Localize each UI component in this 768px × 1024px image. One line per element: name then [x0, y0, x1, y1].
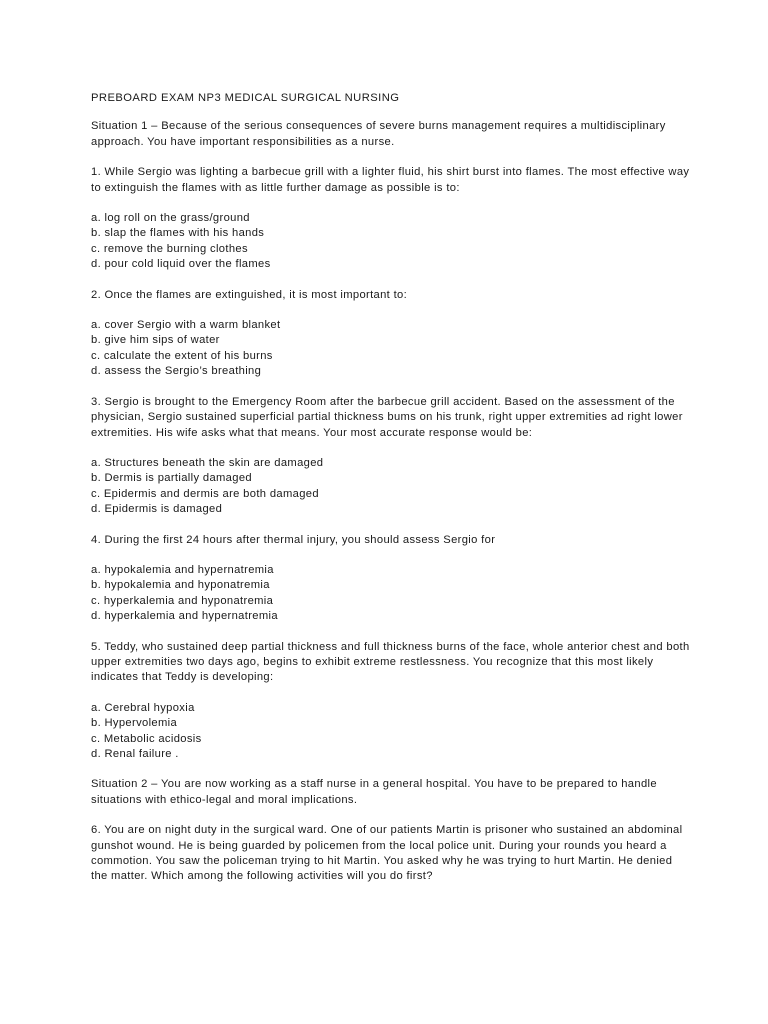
- question-5: [91, 640, 691, 763]
- option-c: c. calculate the extent of his burns: [91, 349, 273, 362]
- question-text: 2. Once the flames are extinguished, it is most important to:: [91, 288, 408, 301]
- question-text: 4. During the first 24 hours after thermal injury, you should assess Sergio for: [91, 533, 496, 546]
- answer-options: [91, 456, 691, 518]
- option-d: d. hyperkalemia and hypernatremia: [91, 610, 278, 623]
- option-b: b. hypokalemia and hyponatremia: [91, 579, 270, 592]
- answer-options: [91, 211, 691, 273]
- question-text: 3. Sergio is brought to the Emergency Room after the barbecue grill accident. Based on the assessment of the physician, Sergio sustained superficial partial thickness bums on his trunk, right upper extremities ad right lower extremities. His wife asks what that means. Your most accurate response would be:: [91, 395, 683, 439]
- document-title: PREBOARD EXAM NP3 MEDICAL SURGICAL NURSING: [91, 92, 400, 104]
- option-d: d. pour cold liquid over the flames: [91, 258, 271, 271]
- option-d: d. assess the Sergio’s breathing: [91, 365, 262, 378]
- question-text: 1. While Sergio was lighting a barbecue grill with a lighter fluid, his shirt burst into flames. The most effective way to extinguish the flames with as little further damage as possible is to:: [91, 166, 690, 194]
- option-b: b. give him sips of water: [91, 334, 220, 347]
- option-b: b. Hypervolemia: [91, 717, 178, 730]
- option-d: d. Renal failure .: [91, 748, 179, 760]
- option-a: a. Structures beneath the skin are damaged: [91, 456, 324, 469]
- option-c: c. remove the burning clothes: [91, 242, 248, 255]
- answer-options: [91, 318, 691, 380]
- question-1: [91, 165, 691, 272]
- option-c: c. Metabolic acidosis: [91, 732, 202, 745]
- option-d: d. Epidermis is damaged: [91, 503, 223, 516]
- option-a: a. hypokalemia and hypernatremia: [91, 563, 274, 576]
- answer-options: [91, 563, 691, 625]
- option-b: b. Dermis is partially damaged: [91, 472, 252, 485]
- question-text: 5. Teddy, who sustained deep partial thickness and full thickness burns of the face, whole anterior chest and both upper extremities two days ago, begins to exhibit extreme restlessness. You recognize that this most likely indicates that Teddy is developing:: [91, 640, 690, 684]
- question-3: [91, 395, 691, 518]
- question-2: [91, 288, 691, 380]
- document-page: [91, 91, 691, 900]
- option-a: a. log roll on the grass/ground: [91, 212, 250, 225]
- question-4: [91, 533, 691, 625]
- answer-options: [91, 701, 691, 763]
- option-c: c. Epidermis and dermis are both damaged: [91, 487, 319, 500]
- option-c: c. hyperkalemia and hyponatremia: [91, 594, 274, 607]
- option-b: b. slap the flames with his hands: [91, 227, 265, 240]
- situation-1-intro: Situation 1 – Because of the serious consequences of severe burns management requires a multidisciplinary approach. You have important responsibilities as a nurse.: [91, 120, 666, 148]
- situation-2-intro: Situation 2 – You are now working as a staff nurse in a general hospital. You have to be prepared to handle situations with ethico-legal and moral implications.: [91, 778, 657, 806]
- option-a: a. Cerebral hypoxia: [91, 701, 195, 714]
- option-a: a. cover Sergio with a warm blanket: [91, 319, 281, 332]
- question-6-text: 6. You are on night duty in the surgical ward. One of our patients Martin is prisoner who sustained an abdominal gunshot wound. He is being guarded by policemen from the local police unit. During your rounds you heard a commotion. You saw the policeman trying to hit Martin. You asked why he was trying to hurt Martin. He denied the matter. Which among the following activities will you do first?: [91, 824, 683, 883]
